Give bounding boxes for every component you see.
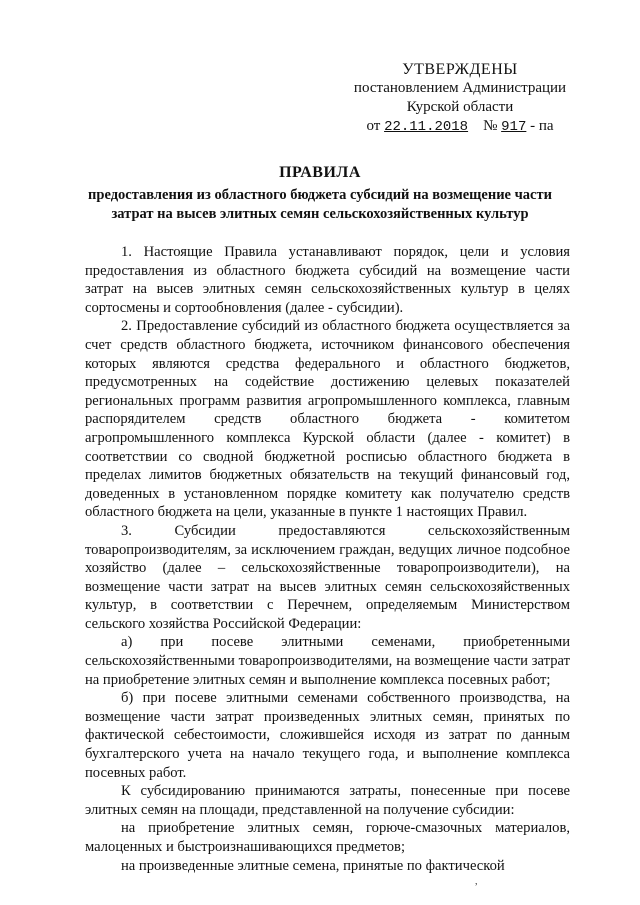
paragraph-costs-produced: на произведенные элитные семена, принятые по фактической (121, 857, 505, 874)
document-title: ПРАВИЛА (279, 164, 361, 181)
scan-speck: , (475, 876, 478, 887)
approval-date: 22.11.2018 (384, 119, 469, 135)
paragraph-3b: б) при посеве элитными семенами собственного производства, на возмещение части затрат произведенных элитных семян, принятых по фактической себестоимости, сложившейся исходя из затрат по данным бухгалтерского учета на начало текущего года, и выполнение комплекса посевных работ. (85, 690, 570, 781)
paragraph-3: 3. Субсидии предоставляются сельскохозяйственным товаропроизводителям, за исключением граждан, ведущих личное подсобное хозяйство (далее – сельскохозяйственные товаропроизводители), на возмещение части затрат на высев элитных семян сельскохозяйственных культур, в соответствии с Перечнем, определяемым Министерством сельского хозяйства Российской Федерации: (85, 522, 570, 632)
approval-line-2: Курской области (406, 99, 514, 115)
number-prefix: № (483, 118, 498, 134)
paragraph-2: 2. Предоставление субсидий из областного бюджета осуществляется за счет средств областного бюджета, источником финансового обеспечения которых являются средства федерального и областного бюджетов, предусмотренных на содействие достижению целевых показателей региональных программ развития агропромышленного комплекса, главным распорядителем средств областного бюджета - комитетом агропромышленного комплекса Курской области (далее - комитет) в соответствии со сводной бюджетной росписью областного бюджета в пределах лимитов бюджетных обязательств на текущий финансовый год, доведенных в установленном порядке комитету как получателю средств областного бюджета на цели, указанные в пункте 1 настоящих Правил. (85, 318, 570, 521)
approval-stamp (330, 60, 590, 137)
paragraph-costs-purchase: на приобретение элитных семян, горюче-смазочных материалов, малоценных и быстроизнашивающихся предметов; (85, 820, 570, 855)
paragraph-3a: а) при посеве элитными семенами, приобретенными сельскохозяйственными товаропроизводителями, на возмещение части затрат на приобретение элитных семян и выполнение комплекса посевных работ; (85, 634, 570, 688)
date-prefix: от (366, 118, 381, 134)
approval-line-1: постановлением Администрации (353, 80, 567, 96)
approval-heading: УТВЕРЖДЕНЫ (402, 61, 518, 78)
number-suffix: - па (530, 118, 554, 134)
approval-date-line (330, 117, 590, 137)
approval-number: 917 (501, 119, 527, 135)
document-subtitle: предоставления из областного бюджета субсидий на возмещение части затрат на высев элитных семян сельскохозяйственных культур (88, 187, 552, 222)
paragraph-costs-intro: К субсидированию принимаются затраты, понесенные при посеве элитных семян на площади, представленной на получение субсидии: (85, 783, 570, 818)
paragraph-1: 1. Настоящие Правила устанавливают порядок, цели и условия предоставления из областного бюджета субсидий на возмещение части затрат на высев элитных семян сельскохозяйственных культур в целях сортосмены и сортообновления (далее - субсидии). (85, 244, 570, 316)
document-body (85, 243, 570, 875)
